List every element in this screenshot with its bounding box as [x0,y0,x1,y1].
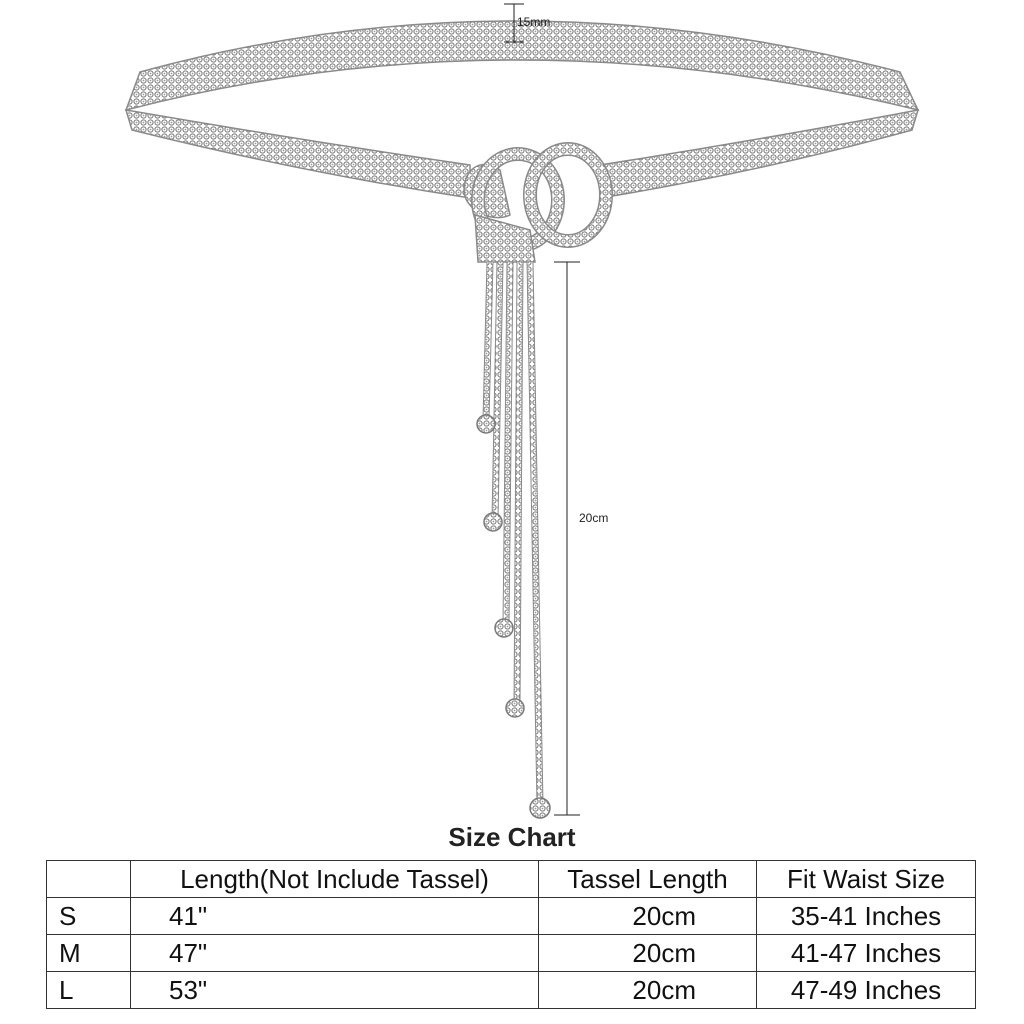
cell-tassel: 20cm [539,972,757,1009]
cell-length: 47" [131,935,539,972]
cell-tassel: 20cm [539,898,757,935]
size-chart-title: Size Chart [448,822,576,852]
cell-size: L [47,972,131,1009]
tassel-length-label: 20cm [579,511,609,525]
header-length: Length(Not Include Tassel) [131,861,539,898]
table-row [47,972,976,1009]
cell-waist: 35-41 Inches [757,898,976,935]
width-label: 15mm [517,15,551,29]
header-fit-waist-size: Fit Waist Size [757,861,976,898]
double-ring-buckle [464,149,606,262]
header-size [47,861,131,898]
cell-size: S [47,898,131,935]
header-tassel-length: Tassel Length [539,861,757,898]
table-header-row [47,861,976,898]
table-row [47,935,976,972]
size-chart-table [46,860,976,1009]
cell-tassel: 20cm [539,935,757,972]
cell-waist: 41-47 Inches [757,935,976,972]
belt-band [126,21,918,198]
table-row [47,898,976,935]
cell-waist: 47-49 Inches [757,972,976,1009]
cell-length: 53" [131,972,539,1009]
cell-length: 41" [131,898,539,935]
cell-size: M [47,935,131,972]
tassel-dimension [554,262,608,815]
